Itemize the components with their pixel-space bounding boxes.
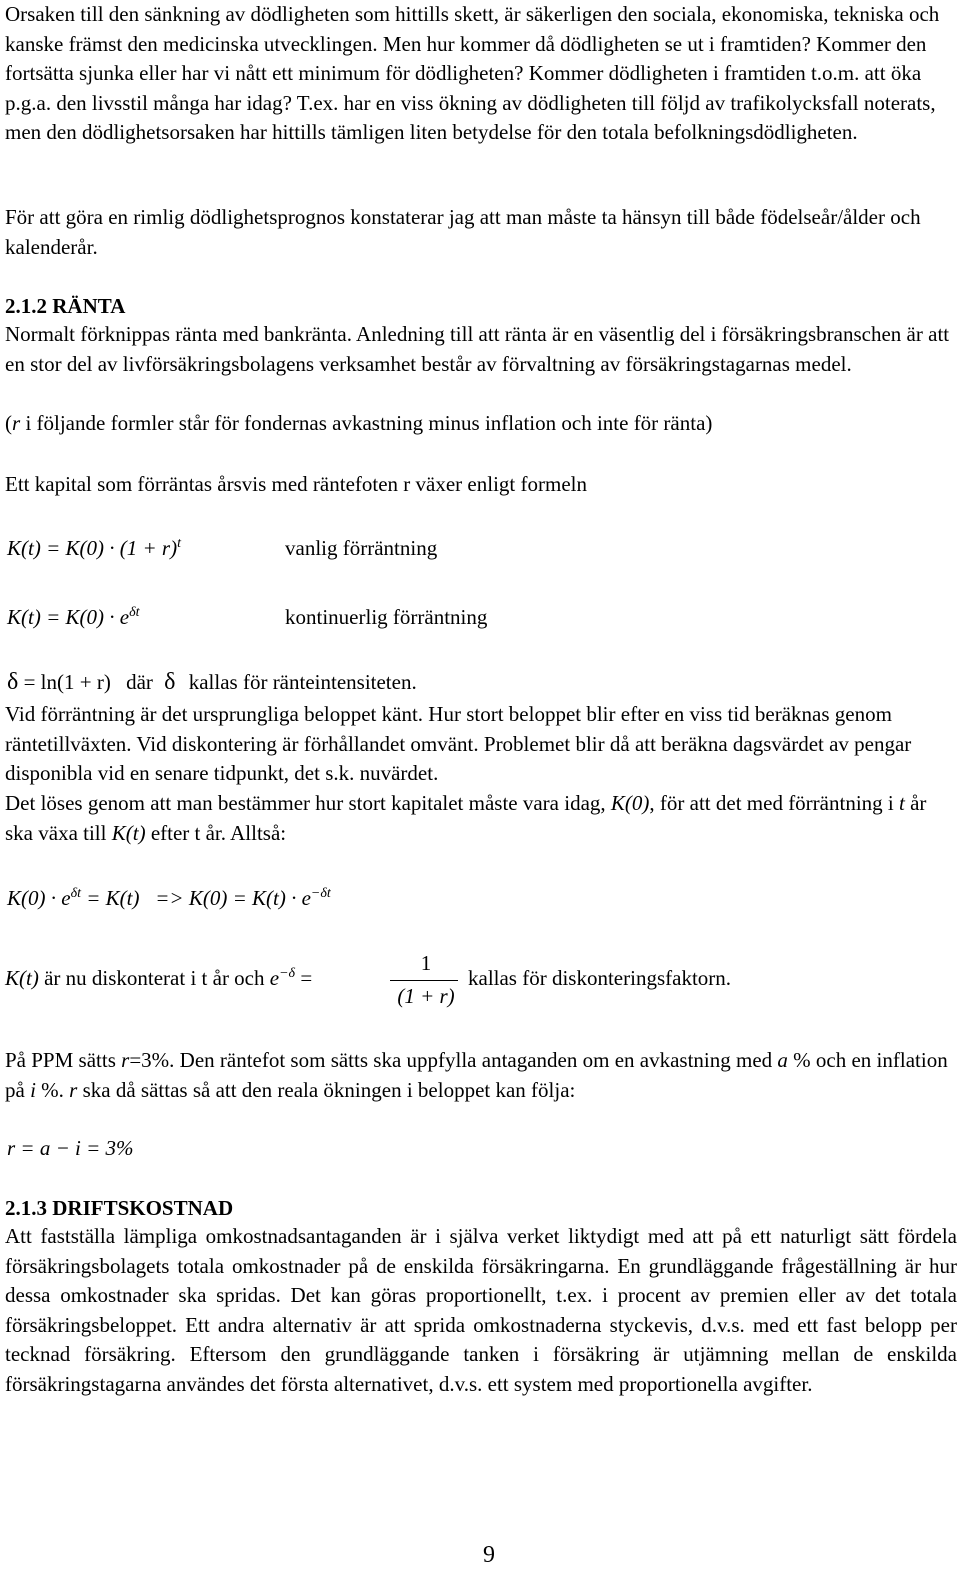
formula-continuous	[7, 603, 139, 631]
note-r	[5, 409, 957, 439]
fraction-denominator-expr: (1 + r)	[397, 984, 455, 1008]
note-r-rest: i följande formler står för fondernas avkastning minus inflation och inte för ränta)	[20, 411, 713, 435]
formula5-e: e	[269, 966, 280, 990]
paragraph-diskontering-2	[5, 789, 957, 848]
formula-compound-exponent: t	[177, 536, 181, 551]
formula5-kt: K(t)	[5, 966, 39, 990]
formula-continuous-exponent: δt	[129, 605, 140, 620]
fraction-bar	[390, 980, 458, 981]
formula5-text2: kallas för diskonteringsfaktorn.	[468, 966, 732, 990]
paragraph-prognos: För att göra en rimlig dödlighetsprognos konstaterar jag att man måste ta hänsyn till både födelseår/ålder och kalenderår.	[5, 205, 921, 259]
p2-a: Det löses genom att man bestämmer hur stort kapitalet måste vara idag,	[5, 791, 611, 815]
note-r-var: r	[12, 411, 21, 435]
ppm-r2: r	[69, 1077, 78, 1102]
formula5-exp: −δ	[279, 966, 296, 981]
ppm-a: På PPM sätts	[5, 1048, 122, 1072]
paragraph-ranta: Normalt förknippas ränta med bankränta. Anledning till att ränta är en väsentlig del i försäkringsbranschen är att en stor del av livförsäkringsbolagens verksamhet består av förvaltning av försäkringstagarnas medel.	[5, 322, 950, 376]
p2-b: , för att det med förräntning i	[649, 791, 899, 815]
fraction-numerator: 1	[420, 951, 432, 975]
formula5-eq: =	[295, 966, 313, 990]
p2-kt: K(t)	[111, 820, 146, 845]
formula-continuous-label: kontinuerlig förräntning	[285, 605, 488, 629]
formula-discount-exp2: −δt	[310, 886, 331, 901]
delta-symbol: δ	[7, 669, 19, 695]
ppm-a-var: a	[777, 1048, 788, 1072]
ppm-e: ska då sättas så att den reala ökningen i beloppet kan följa:	[77, 1077, 576, 1102]
formula-continuous-expr: K(t) = K(0) · e	[7, 605, 130, 629]
formula-compound-label: vanlig förräntning	[285, 536, 438, 560]
formula-compound-expr: K(t) = K(0) · (1 + r)	[7, 536, 178, 560]
formula-delta-dar: där	[126, 670, 153, 694]
formula-real-rate-expr: r = a − i = 3%	[7, 1136, 134, 1160]
ppm-i-var: i	[30, 1077, 36, 1102]
paragraph-diskontering: Vid förräntning är det ursprungliga beloppet känt. Hur stort beloppet blir efter en viss tid beräknas genom räntetillväxten. Vid diskontering är förhållandet omvänt. Problemet blir då att beräkna dagsvärdet av pengar disponibla vid en senare tidpunkt, det s.k. nuvärdet.	[5, 702, 912, 786]
heading-ranta: 2.1.2 RÄNTA	[5, 294, 126, 318]
formula-compound	[7, 534, 181, 562]
formula-discount-exp1: δt	[70, 886, 81, 901]
ppm-b: =3%. Den räntefot som sätts ska uppfylla antaganden om en avkastning med	[129, 1048, 778, 1072]
formula-discount-factor-line	[5, 964, 312, 992]
note-r-open: (	[5, 411, 12, 435]
formula5-text1: är nu diskonterat i t år och	[38, 966, 270, 990]
formula-delta	[7, 668, 417, 696]
p2-d: efter t år. Alltså:	[145, 820, 287, 845]
p2-c: år ska växa till	[5, 791, 927, 845]
paragraph-ppm	[5, 1046, 957, 1105]
formula-discount	[7, 884, 331, 912]
ppm-c: % och en inflation på	[5, 1048, 948, 1102]
ppm-d: %.	[35, 1077, 70, 1102]
ppm-r1: r	[121, 1048, 130, 1072]
fraction-denominator	[390, 984, 462, 1009]
page-number: 9	[483, 1542, 495, 1568]
heading-driftskostnad: 2.1.3 DRIFTSKOSTNAD	[5, 1196, 234, 1220]
formula-delta-expr: = ln(1 + r)	[18, 670, 111, 694]
formula-delta-text: kallas för ränteintensiteten.	[188, 670, 417, 694]
p2-t: t	[899, 791, 905, 815]
formula-discount-part2: = K(t) => K(0) = K(t) · e	[80, 886, 311, 910]
paragraph-driftskostnad: Att fastställa lämpliga omkostnadsantaganden är i själva verket liktydigt med att på ett naturligt sätt fördela försäkringsbolagets totala omkostnader på de enskilda försäkringarna. En grundläggande frågeställning är hur dessa omkostnader ska spridas. Det kan göras proportionellt, t.ex. i procent av premien eller av det totala försäkringsbeloppet. Ett andra alternativ är att sprida omkostnaderna styckevis, d.v.s. med ett fast belopp per tecknad försäkring. Eftersom den grundläggande tanken i försäkring är utjämning mellan de enskilda försäkringstagarna användes det första alternativet, d.v.s. ett system med proportionella avgifter.	[5, 1224, 957, 1396]
p2-k0: K(0)	[610, 791, 650, 815]
paragraph-kapital: Ett kapital som förräntas årsvis med räntefoten r växer enligt formeln	[5, 472, 587, 496]
formula-real-rate	[7, 1134, 134, 1162]
paragraph-intro: Orsaken till den sänkning av dödligheten som hittills skett, är säkerligen den sociala, ekonomiska, tekniska och kanske främst den medicinska utvecklingen. Men hur kommer då dödligheten se ut i framtiden? Kommer den fortsätta sjunka eller har vi nått ett minimum för dödligheten? Kommer dödligheten i framtiden t.o.m. att öka p.g.a. den livsstil många har idag? T.ex. har en viss ökning av dödligheten till följd av trafikolycksfall noterats, men den dödlighetsorsaken har hittills tämligen liten betydelse för den totala befolkningsdödligheten.	[5, 2, 940, 145]
delta-symbol-2: δ	[164, 669, 176, 695]
formula-discount-part1: K(0) · e	[7, 886, 71, 910]
fraction-discount-factor	[390, 951, 462, 1021]
